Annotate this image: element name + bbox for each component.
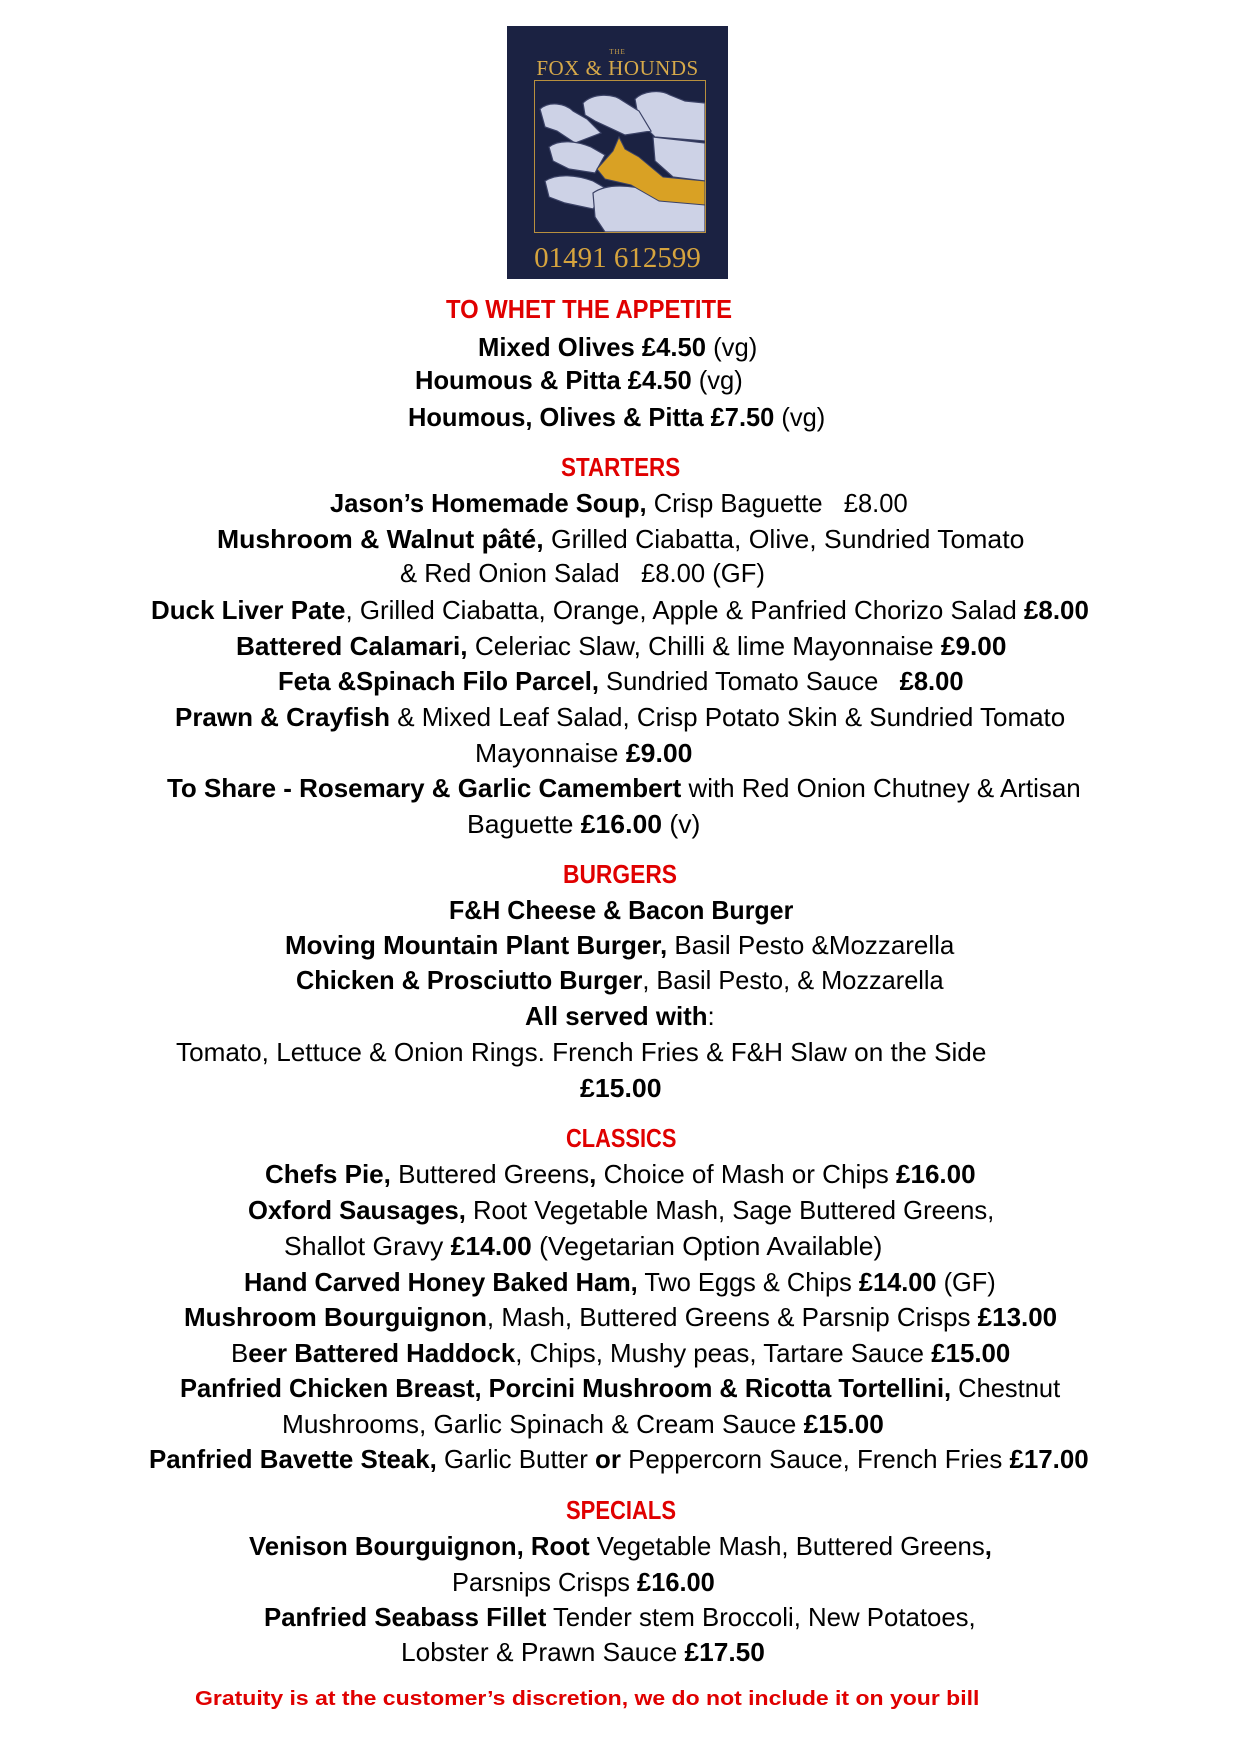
menu-item-text: Choice of Mash or Chips (596, 1159, 896, 1189)
menu-item-line (176, 1037, 986, 1067)
menu-item-text: Root Vegetable Mash, Sage Buttered Greens, (465, 1195, 995, 1225)
menu-item-text: Sundried Tomato Sauce (598, 666, 900, 696)
menu-item-text: & Red Onion Salad £8.00 (GF) (400, 558, 765, 588)
menu-item-bold-text: Chefs Pie, (265, 1159, 391, 1189)
menu-item-text: Tender stem Broccoli, New Potatoes, (546, 1602, 976, 1632)
menu-item-text: , Mash, Buttered Greens & Parsnip Crisps (486, 1302, 978, 1332)
menu-item-bold-text: Oxford Sausages, (248, 1195, 466, 1225)
fox-and-hounds-icon (535, 81, 705, 232)
menu-item-line (467, 809, 700, 839)
menu-item-text: Crisp Baguette £8.00 (646, 488, 908, 518)
menu-item-line (401, 1637, 765, 1667)
menu-item-text: (Vegetarian Option Available) (531, 1231, 883, 1261)
menu-item-bold-text: £13.00 (977, 1302, 1058, 1332)
menu-item-text: , Basil Pesto, & Mozzarella (642, 965, 944, 995)
menu-item-bold-text: £16.00 (637, 1567, 715, 1597)
menu-item-line (236, 631, 1006, 661)
menu-item-text: (vg) (705, 332, 758, 362)
menu-item-line (415, 365, 743, 395)
menu-item-line (184, 1302, 1057, 1332)
menu-item-bold-text: Mushroom & Walnut pâté, (217, 524, 544, 554)
menu-item-bold-text: Mixed Olives £4.50 (478, 332, 706, 362)
menu-item-bold-text: To Share - Rosemary & Garlic Camembert (167, 773, 682, 803)
menu-item-bold-text: Hand Carved Honey Baked Ham, (244, 1267, 638, 1297)
menu-item-bold-text: £14.00 (450, 1231, 532, 1261)
menu-item-text: : (707, 1001, 715, 1031)
menu-item-text: Peppercorn Sauce, French Fries (620, 1444, 1010, 1474)
menu-item-bold-text: Duck Liver Pate (151, 595, 346, 625)
menu-item-bold-text: Jason’s Homemade Soup, (330, 488, 647, 518)
menu-item-bold-text: Prawn & Crayfish (175, 702, 391, 732)
menu-item-bold-text: Mushroom Bourguignon (184, 1302, 487, 1332)
menu-item-text: Mushrooms, Garlic Spinach & Cream Sauce (282, 1409, 804, 1439)
menu-item-text: Basil Pesto &Mozzarella (667, 930, 955, 960)
menu-item-line (282, 1409, 884, 1439)
menu-item-bold-text: £9.00 (625, 738, 693, 768)
menu-item-text: Celeriac Slaw, Chilli & lime Mayonnaise (467, 631, 941, 661)
menu-item-text: (vg) (774, 402, 826, 432)
menu-item-line (475, 738, 693, 768)
menu-item-line (449, 895, 793, 925)
menu-item-bold-text: , (589, 1159, 597, 1189)
menu-item-text: (vg) (691, 365, 743, 395)
menu-item-bold-text: Houmous & Pitta £4.50 (415, 365, 692, 395)
menu-item-text: Shallot Gravy (284, 1231, 451, 1261)
section-heading (561, 452, 680, 482)
menu-item-line (149, 1444, 1089, 1474)
menu-item-line (278, 666, 964, 696)
section-heading-text: STARTERS (561, 452, 681, 482)
menu-item-bold-text: £15.00 (580, 1073, 662, 1103)
menu-item-text: Vegetable Mash, Buttered Greens (589, 1531, 985, 1561)
menu-item-line (249, 1531, 992, 1561)
menu-item-bold-text: Houmous, Olives & Pitta £7.50 (408, 402, 775, 432)
menu-item-line (231, 1338, 1010, 1368)
section-heading (566, 1495, 676, 1525)
menu-item-text: Buttered Greens (390, 1159, 590, 1189)
menu-item-bold-text: £17.50 (684, 1637, 765, 1667)
menu-item-bold-text: £16.00 (580, 809, 663, 839)
menu-item-text: Parsnips Crisps (452, 1567, 638, 1597)
menu-item-line (265, 1159, 976, 1189)
menu-item-line (452, 1567, 715, 1597)
menu-item-bold-text: Moving Mountain Plant Burger, (285, 930, 668, 960)
menu-item-line (248, 1195, 994, 1225)
menu-item-line (244, 1267, 996, 1297)
menu-item-text: with Red Onion Chutney & Artisan (681, 773, 1081, 803)
menu-item-bold-text: £9.00 (940, 631, 1007, 661)
menu-item-line (175, 702, 1065, 732)
section-heading (566, 1123, 676, 1153)
menu-item-bold-text: F&H Cheese & Bacon Burger (449, 895, 794, 925)
menu-item-bold-text: Panfried Chicken Breast, Porcini Mushroom & Ricotta Tortellini, (180, 1373, 952, 1403)
section-heading-text: CLASSICS (566, 1123, 677, 1153)
menu-item-line (217, 524, 1024, 554)
menu-item-line (330, 488, 908, 518)
menu-item-text: Garlic Butter (436, 1444, 596, 1474)
fox-and-hounds-logo (507, 26, 728, 279)
menu-item-bold-text: Panfried Bavette Steak, (149, 1444, 437, 1474)
menu-item-line (296, 965, 944, 995)
menu-item-bold-text: Panfried Seabass Fillet (264, 1602, 547, 1632)
menu-item-bold-text: £14.00 (858, 1267, 937, 1297)
menu-item-bold-text: Feta &Spinach Filo Parcel, (278, 666, 599, 696)
menu-item-text: , Chips, Mushy peas, Tartare Sauce (515, 1338, 932, 1368)
menu-item-bold-text: £8.00 (899, 666, 964, 696)
menu-item-line (408, 402, 825, 432)
menu-item-bold-text: £15.00 (803, 1409, 884, 1439)
menu-item-text: Lobster & Prawn Sauce (401, 1637, 685, 1667)
menu-item-bold-text: £15.00 (931, 1338, 1011, 1368)
menu-item-bold-text: Chicken & Prosciutto Burger (296, 965, 643, 995)
menu-item-text: Two Eggs & Chips (637, 1267, 859, 1297)
menu-item-line (525, 1001, 715, 1031)
gratuity-notice (195, 1684, 979, 1714)
menu-item-line (580, 1073, 662, 1103)
menu-item-line (478, 332, 757, 362)
menu-item-bold-text: , (984, 1531, 992, 1561)
section-heading (446, 294, 732, 324)
menu-item-line (285, 930, 954, 960)
menu-item-text: (GF) (936, 1267, 996, 1297)
logo-hounds-illustration (534, 80, 706, 233)
menu-item-line (264, 1602, 976, 1632)
menu-item-line (167, 773, 1081, 803)
section-heading (563, 859, 677, 889)
menu-item-line (180, 1373, 1060, 1403)
menu-item-text: , Grilled Ciabatta, Orange, Apple & Panfried Chorizo Salad (345, 595, 1025, 625)
menu-item-line (151, 595, 1089, 625)
menu-item-bold-text: eer Battered Haddock (248, 1338, 516, 1368)
section-heading-text: TO WHET THE APPETITE (446, 294, 733, 324)
menu-item-bold-text: All served with (525, 1001, 708, 1031)
logo-phone-number: 01491 612599 (534, 242, 701, 274)
menu-item-text: (v) (662, 809, 701, 839)
menu-item-text: & Mixed Leaf Salad, Crisp Potato Skin & Sundried Tomato (390, 702, 1066, 732)
section-heading-text: BURGERS (563, 859, 678, 889)
menu-item-text: Baguette (467, 809, 581, 839)
menu-item-text: Chestnut (951, 1373, 1061, 1403)
menu-item-bold-text: Venison Bourguignon, Root (249, 1531, 590, 1561)
logo-the-text: THE (609, 48, 626, 56)
menu-item-text: Tomato, Lettuce & Onion Rings. French Fries & F&H Slaw on the Side (176, 1037, 987, 1067)
menu-item-text: Mayonnaise (475, 738, 626, 768)
menu-item-bold-text: £8.00 (1024, 595, 1089, 625)
menu-item-bold-text: Battered Calamari, (236, 631, 468, 661)
menu-item-line (400, 558, 765, 588)
gratuity-text: Gratuity is at the customer’s discretion, we do not include it on your bill (195, 1688, 980, 1710)
logo-pub-name: FOX & HOUNDS (536, 56, 699, 80)
menu-item-text: B (231, 1338, 249, 1368)
menu-item-line (284, 1231, 882, 1261)
menu-item-bold-text: or (595, 1444, 621, 1474)
menu-item-bold-text: £16.00 (895, 1159, 976, 1189)
section-heading-text: SPECIALS (566, 1495, 677, 1525)
menu-item-text: Grilled Ciabatta, Olive, Sundried Tomato (543, 524, 1025, 554)
menu-item-bold-text: £17.00 (1009, 1444, 1089, 1474)
